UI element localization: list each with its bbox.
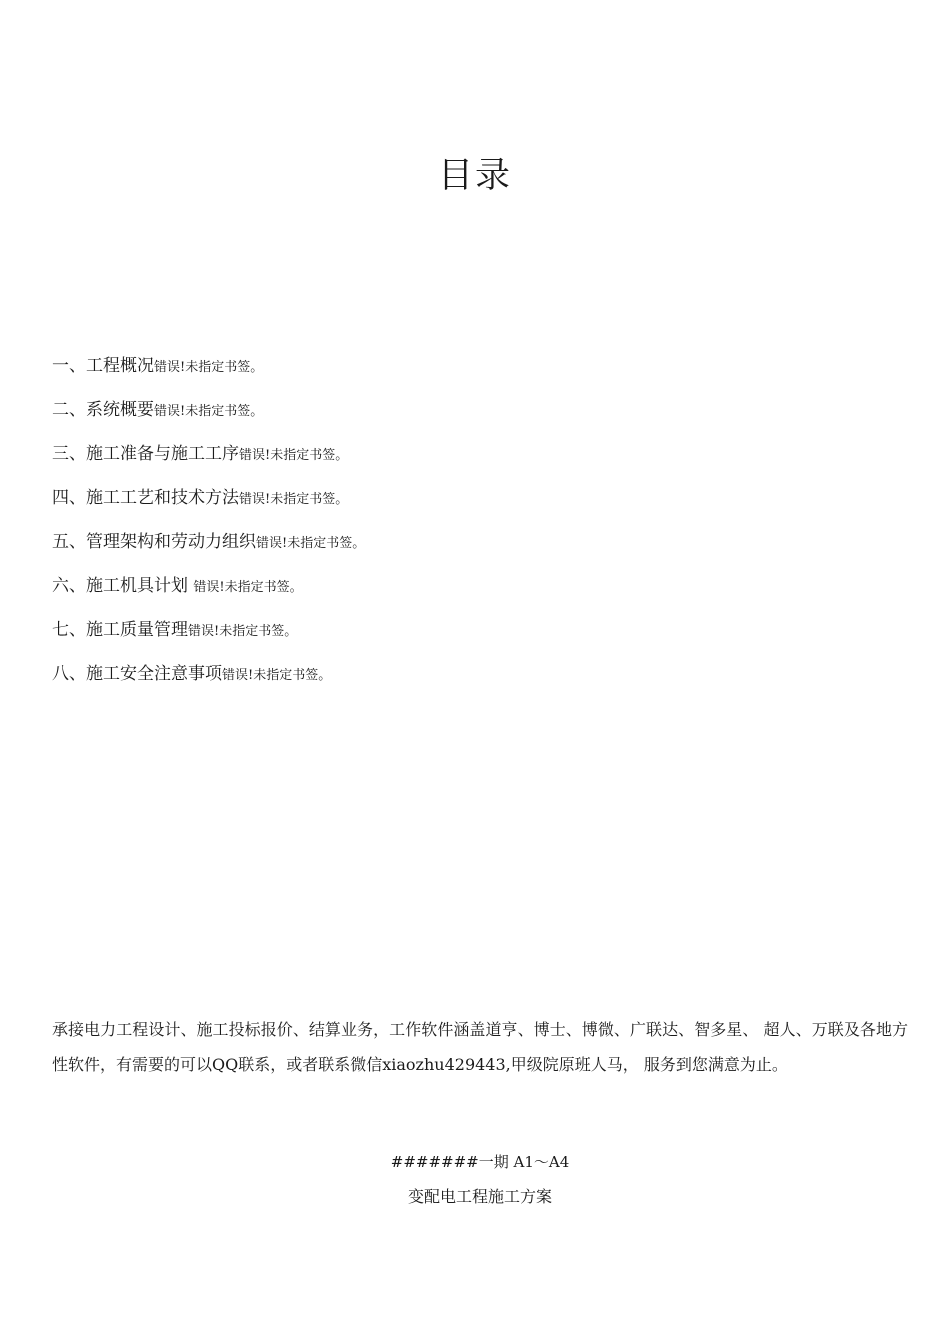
toc-bookmark-error: 错误!未指定书签。 — [154, 404, 264, 419]
toc-heading: 六、施工机具计划 — [52, 576, 194, 596]
toc-item[interactable] — [52, 484, 912, 528]
project-name: #######一期 A1〜A4 — [390, 1153, 570, 1171]
document-title: 变配电工程施工方案 — [407, 1187, 552, 1206]
page-title: 目录 — [437, 156, 512, 196]
toc-bookmark-error: 错误!未指定书签。 — [193, 580, 303, 595]
toc-heading: 三、施工准备与施工工序 — [52, 444, 239, 464]
toc-heading: 一、工程概况 — [52, 356, 154, 376]
toc-heading: 二、系统概要 — [52, 400, 154, 420]
toc-bookmark-error: 错误!未指定书签。 — [188, 624, 298, 639]
toc-item[interactable] — [52, 616, 912, 660]
toc-bookmark-error: 错误!未指定书签。 — [222, 668, 332, 683]
toc-bookmark-error: 错误!未指定书签。 — [239, 492, 349, 507]
toc-bookmark-error: 错误!未指定书签。 — [154, 360, 264, 375]
table-of-contents — [52, 352, 912, 704]
toc-item[interactable] — [52, 396, 912, 440]
toc-item[interactable] — [52, 660, 912, 704]
toc-bookmark-error: 错误!未指定书签。 — [256, 536, 366, 551]
toc-item[interactable] — [52, 528, 912, 572]
toc-heading: 八、施工安全注意事项 — [52, 664, 222, 684]
service-notice: 承接电力工程设计、施工投标报价、结算业务，工作软件涵盖道亨、博士、博微、广联达、智多星、 超人、万联及各地方性软件，有需要的可以QQ联系，或者联系微信xiaozhu429443,甲级院原班人马， 服务到您满意为止。 — [52, 1020, 908, 1074]
toc-item[interactable] — [52, 352, 912, 396]
toc-heading: 七、施工质量管理 — [52, 620, 188, 640]
toc-item[interactable] — [52, 440, 912, 484]
toc-item[interactable] — [52, 572, 912, 616]
toc-heading: 五、管理架构和劳动力组织 — [52, 532, 256, 552]
toc-bookmark-error: 错误!未指定书签。 — [239, 448, 349, 463]
toc-heading: 四、施工工艺和技术方法 — [52, 488, 239, 508]
